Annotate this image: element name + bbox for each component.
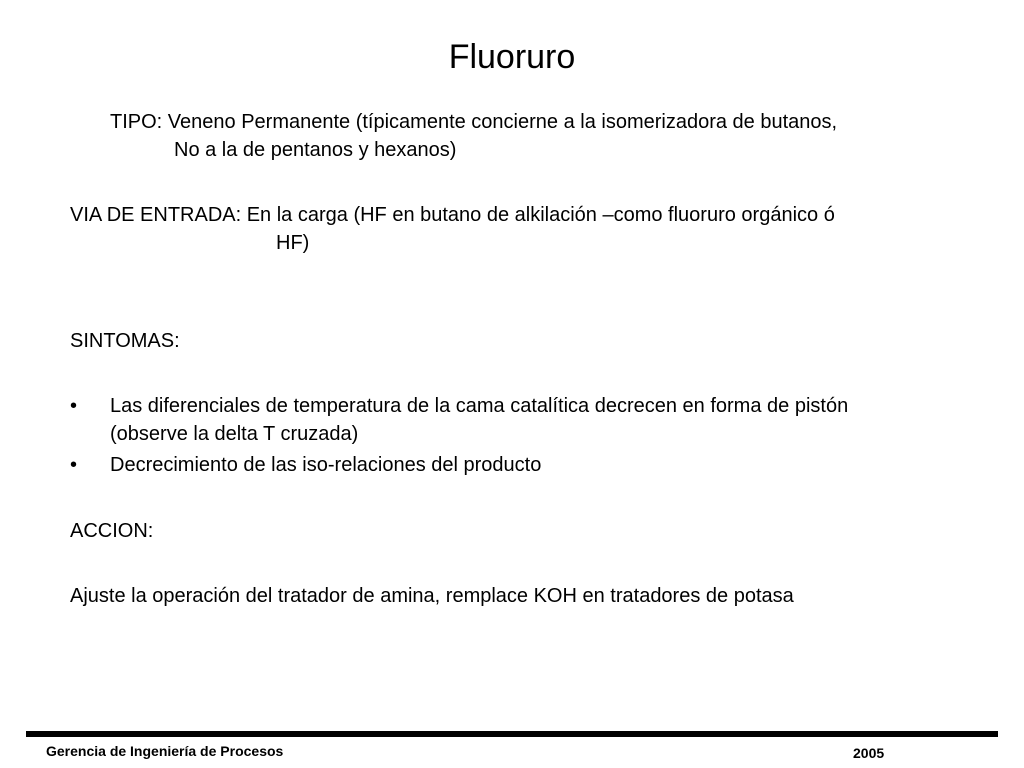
via-entrada-line-1: VIA DE ENTRADA: En la carga (HF en butano de alkilación –como fluoruro orgánico ó xyxy=(70,204,835,226)
accion-heading: ACCION: xyxy=(70,520,154,542)
sintomas-item-1-line-1: Las diferenciales de temperatura de la cama catalítica decrecen en forma de pistón xyxy=(110,395,849,417)
footer-left-text: Gerencia de Ingeniería de Procesos xyxy=(46,743,284,759)
sintomas-bullet-2: • xyxy=(70,454,78,476)
accion-text: Ajuste la operación del tratador de amina, remplace KOH en tratadores de potasa xyxy=(70,585,794,607)
tipo-line-2: No a la de pentanos y hexanos) xyxy=(174,139,457,161)
sintomas-item-2-line-1: Decrecimiento de las iso-relaciones del producto xyxy=(110,454,542,476)
sintomas-bullet-1: • xyxy=(70,395,78,417)
tipo-line-1: TIPO: Veneno Permanente (típicamente concierne a la isomerizadora de butanos, xyxy=(110,111,838,133)
footer-rule xyxy=(26,731,998,737)
via-entrada-line-2: HF) xyxy=(276,232,310,254)
sintomas-item-1-line-2: (observe la delta T cruzada) xyxy=(110,423,359,445)
page-title: Fluoruro xyxy=(448,38,576,76)
footer-year: 2005 xyxy=(853,745,885,761)
sintomas-heading: SINTOMAS: xyxy=(70,330,180,352)
